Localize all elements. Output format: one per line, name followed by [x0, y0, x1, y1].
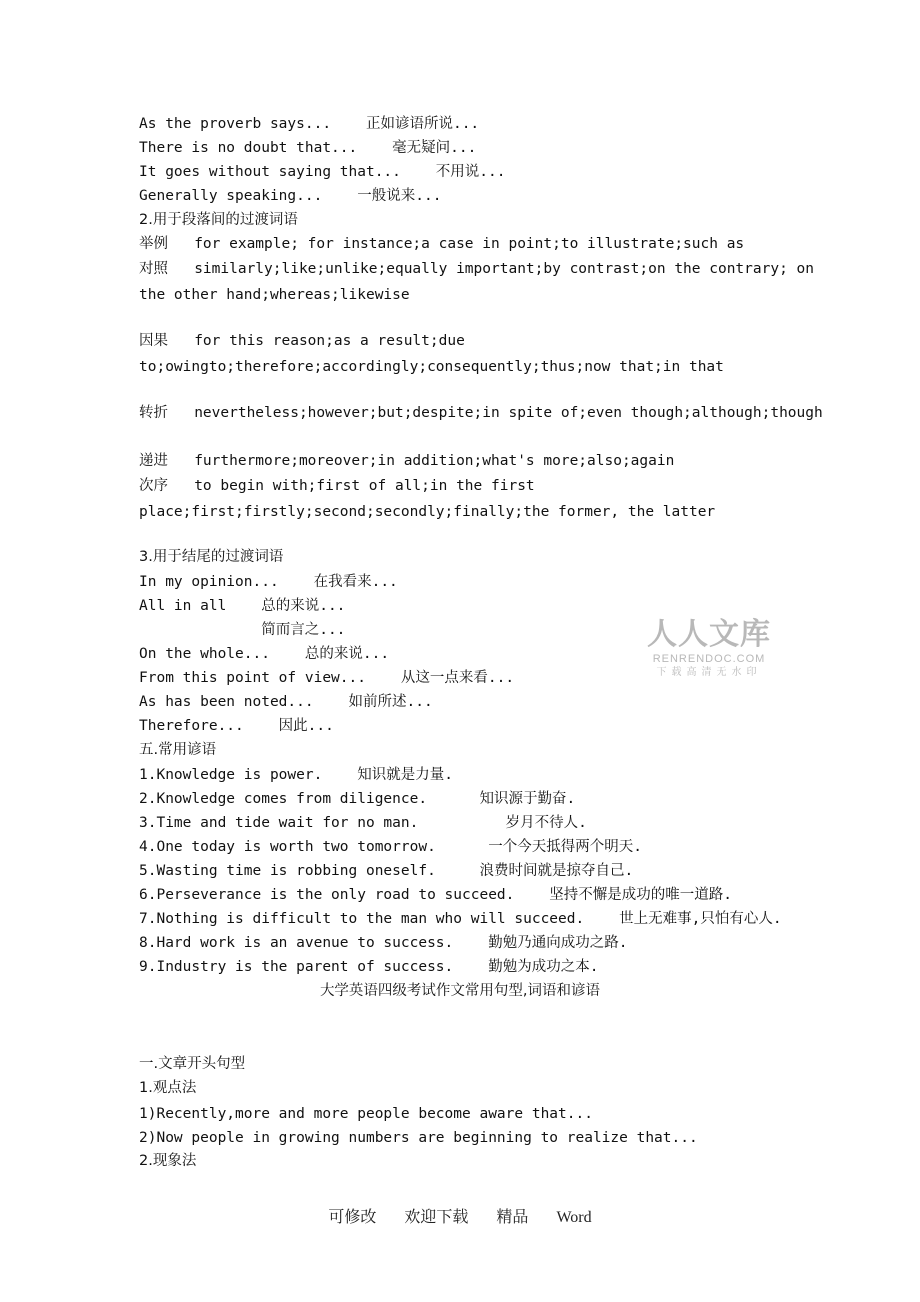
- proverb-line: 4.One today is worth two tomorrow. 一个今天抵得两个明天.: [139, 839, 642, 855]
- proverb-line: 2.Knowledge comes from diligence. 知识源于勤奋.: [139, 791, 576, 807]
- sub-heading: 2.现象法: [139, 1153, 197, 1169]
- text-line: In my opinion... 在我看来...: [139, 574, 398, 590]
- proverb-line: 8.Hard work is an avenue to success. 勤勉乃通向成功之路.: [139, 935, 628, 951]
- text-line: It goes without saying that... 不用说...: [139, 164, 506, 180]
- text-line: place;first;firstly;second;secondly;finally;the former, the latter: [139, 504, 716, 520]
- text-line: 举例 for example; for instance;a case in point;to illustrate;such as: [139, 236, 745, 252]
- text-line: 次序 to begin with;first of all;in the first: [139, 478, 535, 494]
- text-line: From this point of view... 从这一点来看...: [139, 670, 515, 686]
- text-line: As has been noted... 如前所述...: [139, 694, 433, 710]
- watermark-url: RENRENDOC.COM: [652, 653, 766, 665]
- watermark-title: 人人文库: [647, 617, 771, 652]
- watermark-logo: [646, 618, 772, 680]
- text-line: 因果 for this reason;as a result;due: [139, 333, 465, 349]
- text-line: On the whole... 总的来说...: [139, 646, 390, 662]
- footer-format: Word: [556, 1209, 592, 1226]
- text-line: 2)Now people in growing numbers are beginning to realize that...: [139, 1130, 698, 1146]
- text-line: 递进 furthermore;moreover;in addition;what's more;also;again: [139, 453, 675, 469]
- text-line: Generally speaking... 一般说来...: [139, 188, 442, 204]
- proverb-line: 9.Industry is the parent of success. 勤勉为成功之本.: [139, 959, 599, 975]
- text-line: As the proverb says... 正如谚语所说...: [139, 116, 480, 132]
- footer-quality: 精品: [496, 1209, 529, 1226]
- proverb-line: 5.Wasting time is robbing oneself. 浪费时间就是掠夺自己.: [139, 863, 634, 879]
- text-line: 对照 similarly;like;unlike;equally important;by contrast;on the contrary; on: [139, 261, 815, 277]
- section-heading: 一.文章开头句型: [139, 1056, 246, 1072]
- sub-heading: 1.观点法: [139, 1080, 197, 1096]
- text-line: 简而言之...: [139, 622, 346, 638]
- text-line: 转折 nevertheless;however;but;despite;in spite of;even though;although;though: [139, 405, 823, 421]
- text-line: There is no doubt that... 毫无疑问...: [139, 140, 477, 156]
- text-line: to;owingto;therefore;accordingly;consequently;thus;now that;in that: [139, 359, 724, 375]
- proverb-line: 7.Nothing is difficult to the man who will succeed. 世上无难事,只怕有心人.: [139, 911, 782, 927]
- footer-download: 欢迎下载: [404, 1209, 469, 1226]
- text-line: All in all 总的来说...: [139, 598, 346, 614]
- proverb-line: 1.Knowledge is power. 知识就是力量.: [139, 767, 453, 783]
- text-line: Therefore... 因此...: [139, 718, 334, 734]
- proverb-line: 3.Time and tide wait for no man. 岁月不待人.: [139, 815, 587, 831]
- document-title: 大学英语四级考试作文常用句型,词语和谚语: [319, 983, 601, 999]
- section-heading: 五.常用谚语: [139, 742, 217, 758]
- page-footer: [0, 1204, 920, 1227]
- text-line: the other hand;whereas;likewise: [139, 287, 410, 303]
- proverb-line: 6.Perseverance is the only road to succeed. 坚持不懈是成功的唯一道路.: [139, 887, 733, 903]
- watermark-subtitle: 下载高清无水印: [656, 667, 762, 678]
- text-line: 1)Recently,more and more people become aware that...: [139, 1106, 593, 1122]
- section-heading: 2.用于段落间的过渡词语: [139, 212, 298, 228]
- footer-editable: 可修改: [328, 1209, 377, 1226]
- section-heading: 3.用于结尾的过渡词语: [139, 549, 284, 565]
